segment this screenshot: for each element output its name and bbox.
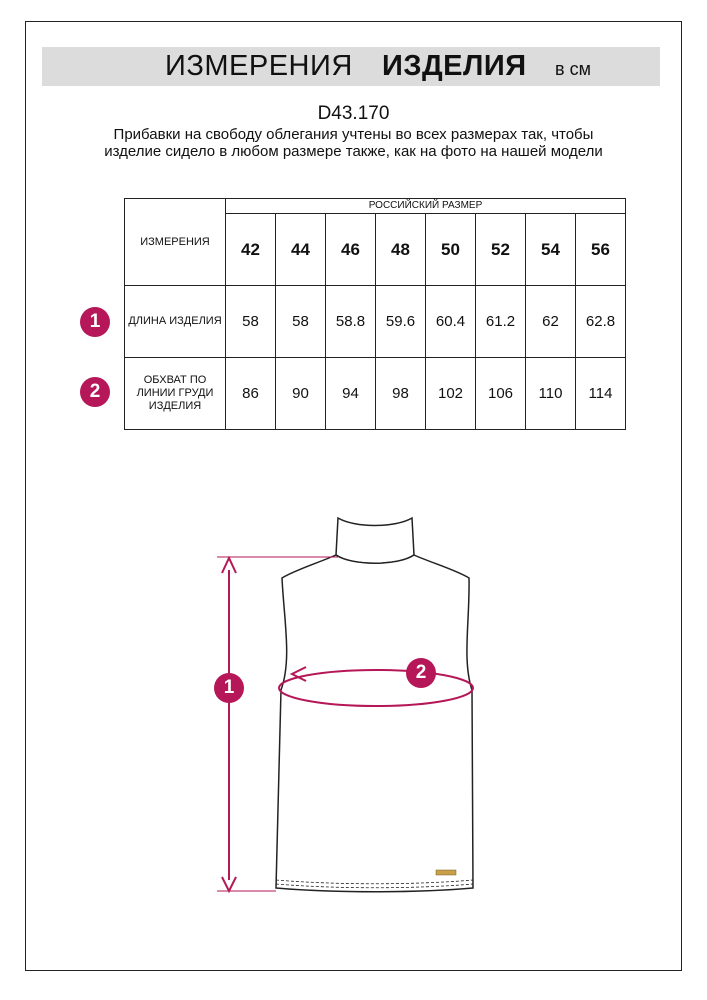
label-tag — [436, 870, 456, 875]
product-code: D43.170 — [317, 103, 390, 124]
table-cell: 61.2 — [476, 286, 526, 358]
table-cell: 58 — [276, 286, 326, 358]
header-measure-text: ИЗМЕРЕНИЯ — [165, 50, 353, 82]
size-header: 44 — [276, 214, 326, 286]
collar-outline — [336, 518, 414, 563]
size-header: 48 — [376, 214, 426, 286]
garment-outline — [276, 555, 473, 892]
table-cell: 58 — [226, 286, 276, 358]
size-header: 42 — [226, 214, 276, 286]
table-cell: 90 — [276, 358, 326, 430]
table-cell: 102 — [426, 358, 476, 430]
table-cell: 110 — [526, 358, 576, 430]
table-cell: 62 — [526, 286, 576, 358]
row-label-chest: ОБХВАТ ПО ЛИНИИ ГРУДИ ИЗДЕЛИЯ — [125, 358, 226, 430]
size-header: 54 — [526, 214, 576, 286]
size-header: 52 — [476, 214, 526, 286]
length-badge: 1 — [214, 673, 244, 703]
table-cell: 86 — [226, 358, 276, 430]
fit-note: Прибавки на свободу облегания учтены во всех размерах так, чтобы изделие сидело в любом размере также, как на фото на нашей модели — [104, 126, 603, 160]
size-system-header: РОССИЙСКИЙ РАЗМЕР — [226, 199, 626, 214]
size-header: 56 — [576, 214, 626, 286]
table-cell: 106 — [476, 358, 526, 430]
table-cell: 58.8 — [326, 286, 376, 358]
row-label-length: ДЛИНА ИЗДЕЛИЯ — [125, 286, 226, 358]
size-header: 46 — [326, 214, 376, 286]
table-cell: 114 — [576, 358, 626, 430]
table-cell: 98 — [376, 358, 426, 430]
measurements-header: ИЗМЕРЕНИЯ — [125, 199, 226, 286]
table-cell: 60.4 — [426, 286, 476, 358]
table-cell: 94 — [326, 358, 376, 430]
size-header: 50 — [426, 214, 476, 286]
header-item-text: ИЗДЕЛИЯ — [382, 50, 527, 82]
chest-badge: 2 — [406, 658, 436, 688]
row-badge-length: 1 — [80, 307, 110, 337]
row-badge-chest: 2 — [80, 377, 110, 407]
header-unit-text: в см — [555, 59, 591, 79]
table-cell: 59.6 — [376, 286, 426, 358]
table-cell: 62.8 — [576, 286, 626, 358]
